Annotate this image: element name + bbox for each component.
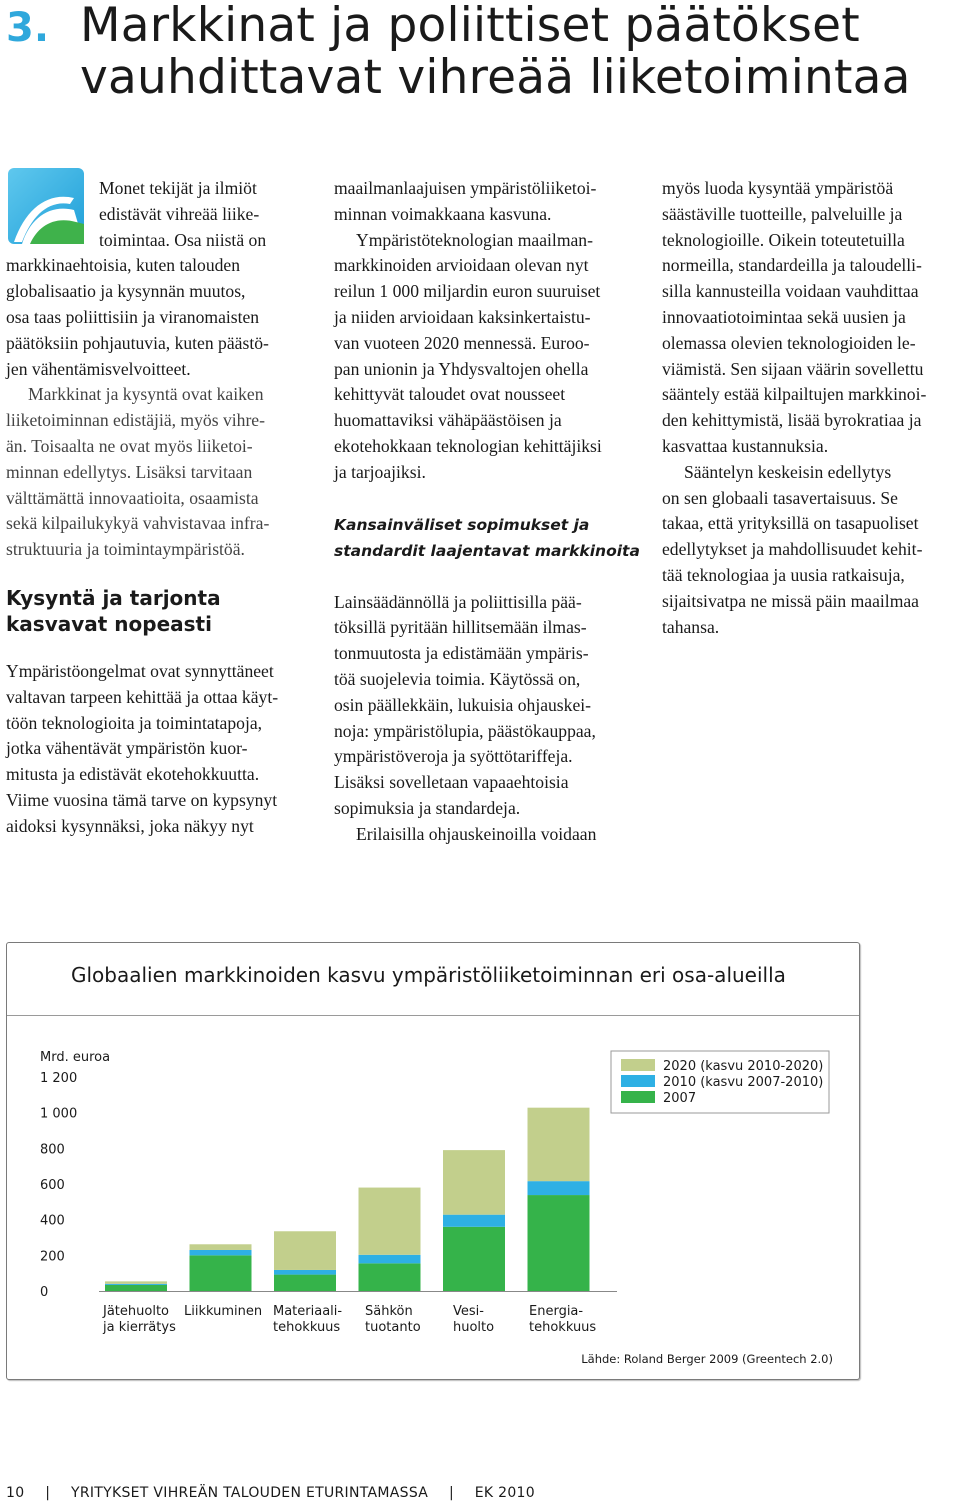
bar-segment [274,1231,336,1270]
legend-label: 2007 [663,1091,697,1106]
text-line: kehittyvät taloudet ovat nousseet [334,384,566,405]
text-line: Ympäristöteknologian maailman- [356,229,593,250]
y-tick-label: 1 200 [40,1071,78,1086]
text-line: töä suojelevia toimia. Käytössä on, [334,668,581,689]
text-line: än. Toisaalta ne ovat myös liiketoi- [6,435,253,456]
x-tick-label: tehokkuus [273,1320,341,1335]
bar-segment [274,1275,336,1291]
chapter-title-line: vauhdittavat vihreää liiketoimintaa [80,50,911,105]
y-axis-label: Mrd. euroa [40,1050,111,1065]
text-line: Viime vuosina tämä tarve on kypsynyt [6,789,278,810]
text-column-1 [6,176,306,840]
text-line: säästäville tuotteille, palveluille ja [662,203,903,224]
legend-label: 2010 (kasvu 2007-2010) [663,1075,824,1090]
bar-segment [359,1188,421,1255]
text-line: ja niiden arvioidaan kaksinkertaistu- [334,306,591,327]
x-tick-label: Energia- [529,1304,584,1319]
text-line: Lainsäädännöllä ja poliittisilla pää- [334,591,582,612]
x-tick-label: Materiaali- [273,1304,343,1319]
chapter-number: 3. [6,5,50,51]
text-line: markkinaehtoisia, kuten talouden [6,255,241,276]
chart-panel [6,942,860,1380]
text-line: sekä kilpailukykyä vahvistavaa infra- [6,513,270,534]
paragraph [334,176,634,228]
y-tick-label: 1 000 [40,1106,78,1122]
x-tick-label: Sähkön [365,1304,413,1319]
heading-line: kasvavat nopeasti [6,611,212,636]
text-line: sääntely estää kilpailtujen markkinoi- [662,384,927,405]
x-tick-label: Vesi- [453,1304,484,1319]
text-line: kasvattaa kustannuksia. [662,435,829,456]
footer-separator: | [45,1485,51,1501]
text-line: on sen globaali tasavertaisuus. Se [662,487,898,508]
text-line: Monet tekijät ja ilmiöt [99,178,257,198]
chapter-title [80,0,911,104]
y-tick-label: 400 [40,1213,65,1229]
text-line: osa taas poliittisiin ja viranomaisten [6,306,260,327]
text-line: viämistä. Sen sijaan väärin sovellettu [662,358,924,379]
bar-segment [105,1281,167,1283]
text-line: jotka vähentävät ympäristön kuor- [6,738,248,759]
x-tick-label: Liikkuminen [184,1304,263,1319]
text-line: valtavan tarpeen kehittää ja ottaa käyt- [6,686,279,707]
bar-segment [359,1255,421,1264]
bar-segment [359,1263,421,1291]
y-tick-label: 200 [40,1249,65,1265]
text-line: aidoksi kysynnäksi, joka näkyy nyt [6,815,254,836]
section-heading [6,585,306,637]
bar-segment [105,1284,167,1285]
text-line: pan unionin ja Yhdysvaltojen ohella [334,358,589,379]
text-line: Sääntelyn keskeisin edellytys [684,461,892,482]
x-tick-label: huolto [453,1320,495,1335]
bar-segment [190,1255,252,1291]
text-line: den kehittymistä, lisää byrokratiaa ja [662,410,922,431]
bar-segment [190,1250,252,1255]
text-line: myös luoda kysyntää ympäristöä [662,178,894,198]
text-line: tää teknologiaa ja uusia ratkaisuja, [662,564,905,585]
text-line: silla kannusteilla voidaan vauhdittaa [662,281,919,302]
x-tick-label: Jätehuolto [103,1304,169,1319]
bar-segment [528,1181,590,1195]
legend-swatch [621,1059,655,1071]
text-line: päätöksiin pohjautuvia, kuten päästö- [6,332,269,353]
text-line: minnan voimakkaana kasvuna. [334,203,552,224]
text-line: edistävät vihreää liike- [99,203,260,224]
publisher: EK 2010 [474,1485,535,1501]
x-tick-label: tuotanto [365,1320,421,1335]
page-number: 10 [6,1485,25,1501]
text-line: Erilaisilla ohjauskeinoilla voidaan [356,823,597,844]
text-line: tonmuutosta ja edistämään ympäris- [334,643,589,664]
stacked-bar-chart [7,943,859,1379]
bar-segment [443,1215,505,1227]
bar-segment [443,1227,505,1291]
text-line: töön teknologioita ja toimintatapoja, [6,712,263,733]
paragraph [334,228,634,486]
text-line: edellytykset ja mahdollisuudet kehit- [662,539,923,560]
legend-swatch [621,1091,655,1103]
text-line: liiketoiminnan edistäjiä, myös vihre- [6,410,265,431]
bar-segment [528,1195,590,1291]
bar-segment [190,1244,252,1250]
paragraph [6,382,306,563]
y-tick-label: 0 [40,1285,49,1300]
text-line: Lisäksi sovelletaan vapaaehtoisia [334,772,569,793]
text-line: Markkinat ja kysyntä ovat kaiken [28,384,264,405]
text-line: ekotehokkaan teknologian kehittäjiksi [334,435,602,456]
y-tick-label: 800 [40,1142,65,1158]
text-line: struktuuria ja toimintaympäristöä. [6,539,245,560]
text-line: ja tarjoajiksi. [334,461,426,482]
text-line: noja: ympäristölupia, päästökauppaa, [334,720,596,741]
text-line: välttämättä innovaatioita, osaamista [6,487,259,508]
publication-title: YRITYKSET VIHREÄN TALOUDEN ETURINTAMASSA [70,1485,429,1501]
text-line: töksillä pyritään hillitsemään ilmas- [334,617,587,638]
text-line: innovaatiotoimintaa sekä uusien ja [662,306,906,327]
text-line: ympäristöveroja ja syöttötariffeja. [334,746,573,767]
chapter-title-line: Markkinat ja poliittiset päätökset [80,0,860,53]
chart-source: Lähde: Roland Berger 2009 (Greentech 2.0) [581,1352,833,1366]
text-line: Ympäristöongelmat ovat synnyttäneet [6,660,274,681]
text-line: mitusta ja edistävät ekotehokkuutta. [6,764,260,785]
paragraph [334,590,634,822]
x-tick-label: ja kierrätys [103,1320,176,1335]
bar-segment [443,1150,505,1215]
section-heading [334,512,640,564]
text-line: markkinoiden arvioidaan olevan nyt [334,255,589,276]
text-line: sijaitsivatpa ne missä päin maailmaa [662,590,919,611]
heading-line: Kansainväliset sopimukset ja [334,515,590,534]
bar-segment [105,1285,167,1291]
legend-swatch [621,1075,655,1087]
text-line: teknologioille. Oikein toteutetuilla [662,229,905,250]
paragraph [6,659,306,840]
text-line: van vuoteen 2020 mennessä. Euroo- [334,332,590,353]
y-tick-label: 600 [40,1178,65,1193]
text-line: globalisaatio ja kysynnän muutos, [6,281,246,302]
text-line: huomattaviksi vähäpäästöisen ja [334,410,562,431]
footer-separator: | [448,1485,454,1501]
bar-segment [528,1108,590,1181]
chart-title: Globaalien markkinoiden kasvu ympäristöliiketoiminnan eri osa-alueilla [71,963,786,987]
x-tick-label: tehokkuus [529,1320,597,1335]
heading-line: Kysyntä ja tarjonta [6,585,221,610]
text-line: sopimuksia ja standardeja. [334,797,521,818]
text-column-3 [662,176,960,640]
text-column-2 [334,176,640,848]
text-line: osin päällekkäin, lukuisia ohjauskei- [334,694,592,715]
page-footer [6,1485,535,1501]
text-line: maailmanlaajuisen ympäristöliiketoi- [334,178,597,198]
paragraph [662,176,960,460]
text-line: toimintaa. Osa niistä on [99,229,267,250]
paragraph [334,822,634,848]
text-line: normeilla, standardeilla ja taloudelli- [662,255,922,276]
text-line: tahansa. [662,616,720,637]
text-line: olemassa olevien teknologioiden le- [662,332,916,353]
bar-segment [274,1270,336,1275]
paragraph [662,460,960,641]
text-line: takaa, että yrityksillä on tasapuoliset [662,513,919,534]
heading-line: standardit laajentavat markkinoita [334,541,640,560]
text-line: jen vähentämisvelvoitteet. [6,358,191,379]
text-line: minnan edellytys. Lisäksi tarvitaan [6,461,253,482]
paragraph [6,176,306,382]
legend-label: 2020 (kasvu 2010-2020) [663,1059,824,1074]
text-line: reilun 1 000 miljardin euron suuruiset [334,281,601,302]
